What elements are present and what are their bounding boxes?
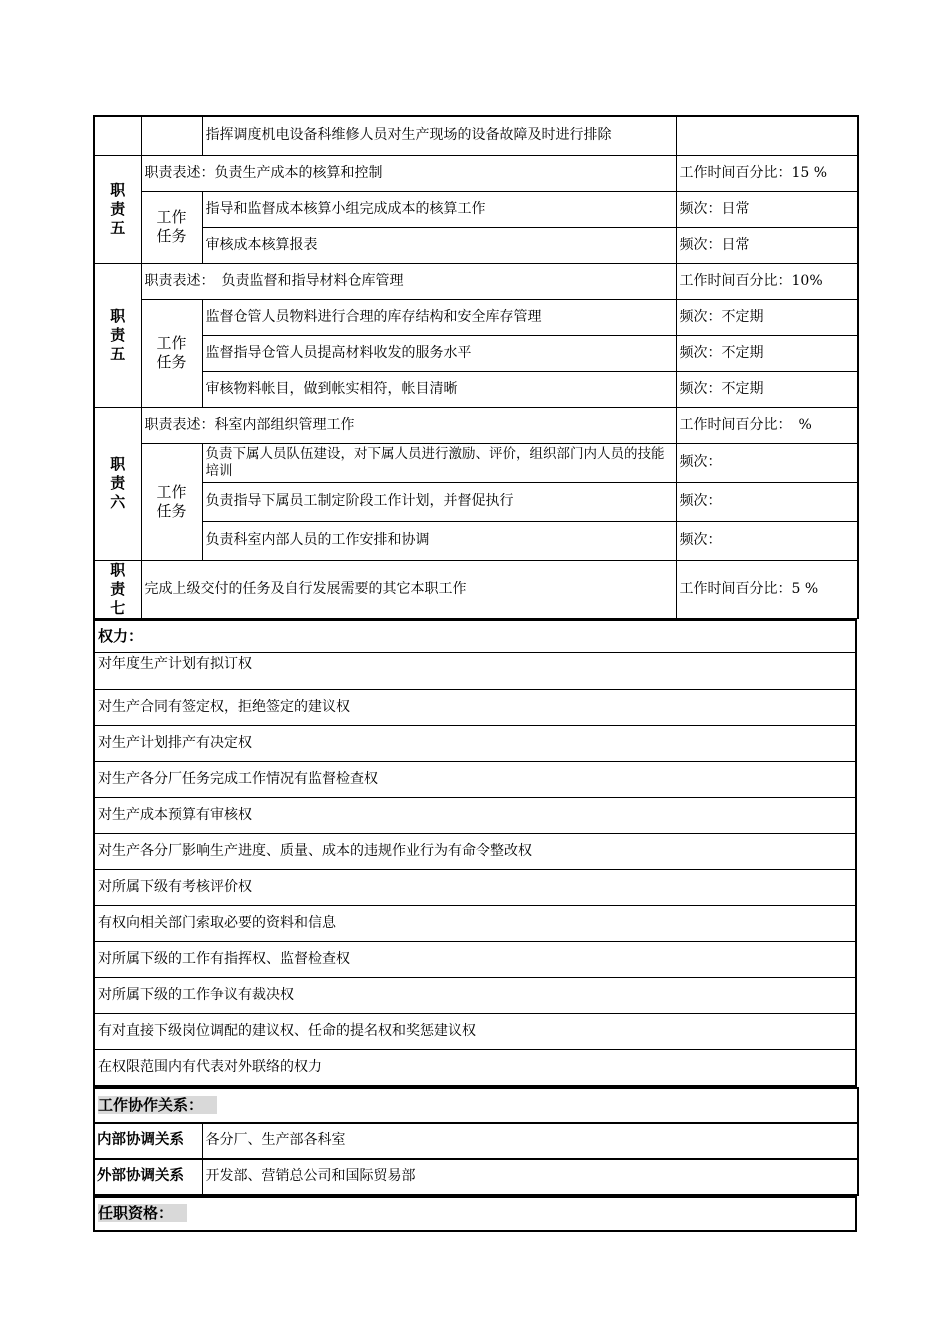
task-row [94,371,858,407]
task-text: 负责科室内部人员的工作安排和协调 [202,521,676,560]
duty-row-continued [94,116,858,155]
duty-row [94,560,858,618]
qualification-heading: 任职资格： [98,1204,187,1222]
authority-item: 对年度生产计划有拟订权 [94,653,856,690]
duty-label: 职 责 五 [94,155,141,263]
task-row [94,227,858,263]
authority-item: 对生产各分厂任务完成工作情况有监督检查权 [94,762,856,798]
work-time-percent: 工作时间百分比：10% [676,263,858,299]
duties-table [93,115,859,619]
task-frequency: 频次：不定期 [676,371,858,407]
authority-item: 对生产各分厂影响生产进度、质量、成本的违规作业行为有命令整改权 [94,834,856,870]
duty-label: 职 责 六 [94,407,141,560]
task-row [94,482,858,521]
task-text: 负责下属人员队伍建设，对下属人员进行激励、评价，组织部门内人员的技能培训 [202,443,676,482]
authority-item: 在权限范围内有代表对外联络的权力 [94,1050,856,1086]
task-text: 审核物料帐目，做到帐实相符，帐目清晰 [202,371,676,407]
task-text: 监督仓管人员物料进行合理的库存结构和安全库存管理 [202,299,676,335]
work-time-percent: 工作时间百分比：15 % [676,155,858,191]
duty-row [94,155,858,191]
job-description-page [93,115,857,1232]
task-row [94,443,858,482]
internal-coordination-value: 各分厂、生产部各科室 [202,1123,858,1159]
authority-item: 有权向相关部门索取必要的资料和信息 [94,906,856,942]
work-time-percent: 工作时间百分比：5 % [676,560,858,618]
duty-label: 职 责 五 [94,263,141,407]
task-frequency: 频次：日常 [676,227,858,263]
duty-row [94,407,858,443]
task-frequency: 频次：不定期 [676,299,858,335]
authority-item: 对生产合同有签定权，拒绝签定的建议权 [94,690,856,726]
external-coordination-value: 开发部、营销总公司和国际贸易部 [202,1159,858,1195]
authority-item: 对所属下级的工作有指挥权、监督检查权 [94,942,856,978]
task-text: 指导和监督成本核算小组完成成本的核算工作 [202,191,676,227]
duty-description: 职责表述：负责生产成本的核算和控制 [141,155,676,191]
duty-label: 职 责 七 [94,560,141,618]
duty-description: 职责表述： 负责监督和指导材料仓库管理 [141,263,676,299]
task-row [94,299,858,335]
task-label: 工作 任务 [141,191,202,263]
task-frequency: 频次：日常 [676,191,858,227]
cooperation-heading: 工作协作关系： [98,1096,217,1114]
duty-description: 完成上级交付的任务及自行发展需要的其它本职工作 [141,560,676,618]
task-text: 监督指导仓管人员提高材料收发的服务水平 [202,335,676,371]
qualification-table [93,1196,857,1232]
task-frequency: 频次： [676,482,858,521]
authority-heading: 权力： [94,620,856,653]
task-text: 指挥调度机电设备科维修人员对生产现场的设备故障及时进行排除 [202,116,676,155]
authority-item: 对生产成本预算有审核权 [94,798,856,834]
authority-item: 对所属下级的工作争议有裁决权 [94,978,856,1014]
authority-item: 有对直接下级岗位调配的建议权、任命的提名权和奖惩建议权 [94,1014,856,1050]
authority-item: 对所属下级有考核评价权 [94,870,856,906]
internal-coordination-label: 内部协调关系 [94,1123,202,1159]
authority-item: 对生产计划排产有决定权 [94,726,856,762]
task-label: 工作 任务 [141,443,202,560]
task-label: 工作 任务 [141,299,202,407]
duty-row [94,263,858,299]
duty-description: 职责表述：科室内部组织管理工作 [141,407,676,443]
task-text: 审核成本核算报表 [202,227,676,263]
task-frequency: 频次：不定期 [676,335,858,371]
task-text: 负责指导下属员工制定阶段工作计划，并督促执行 [202,482,676,521]
task-frequency: 频次： [676,443,858,482]
task-row [94,191,858,227]
external-coordination-label: 外部协调关系 [94,1159,202,1195]
work-time-percent: 工作时间百分比： % [676,407,858,443]
authority-table [93,619,857,1087]
task-frequency: 频次： [676,521,858,560]
task-row [94,335,858,371]
cooperation-table [93,1087,859,1196]
task-row [94,521,858,560]
